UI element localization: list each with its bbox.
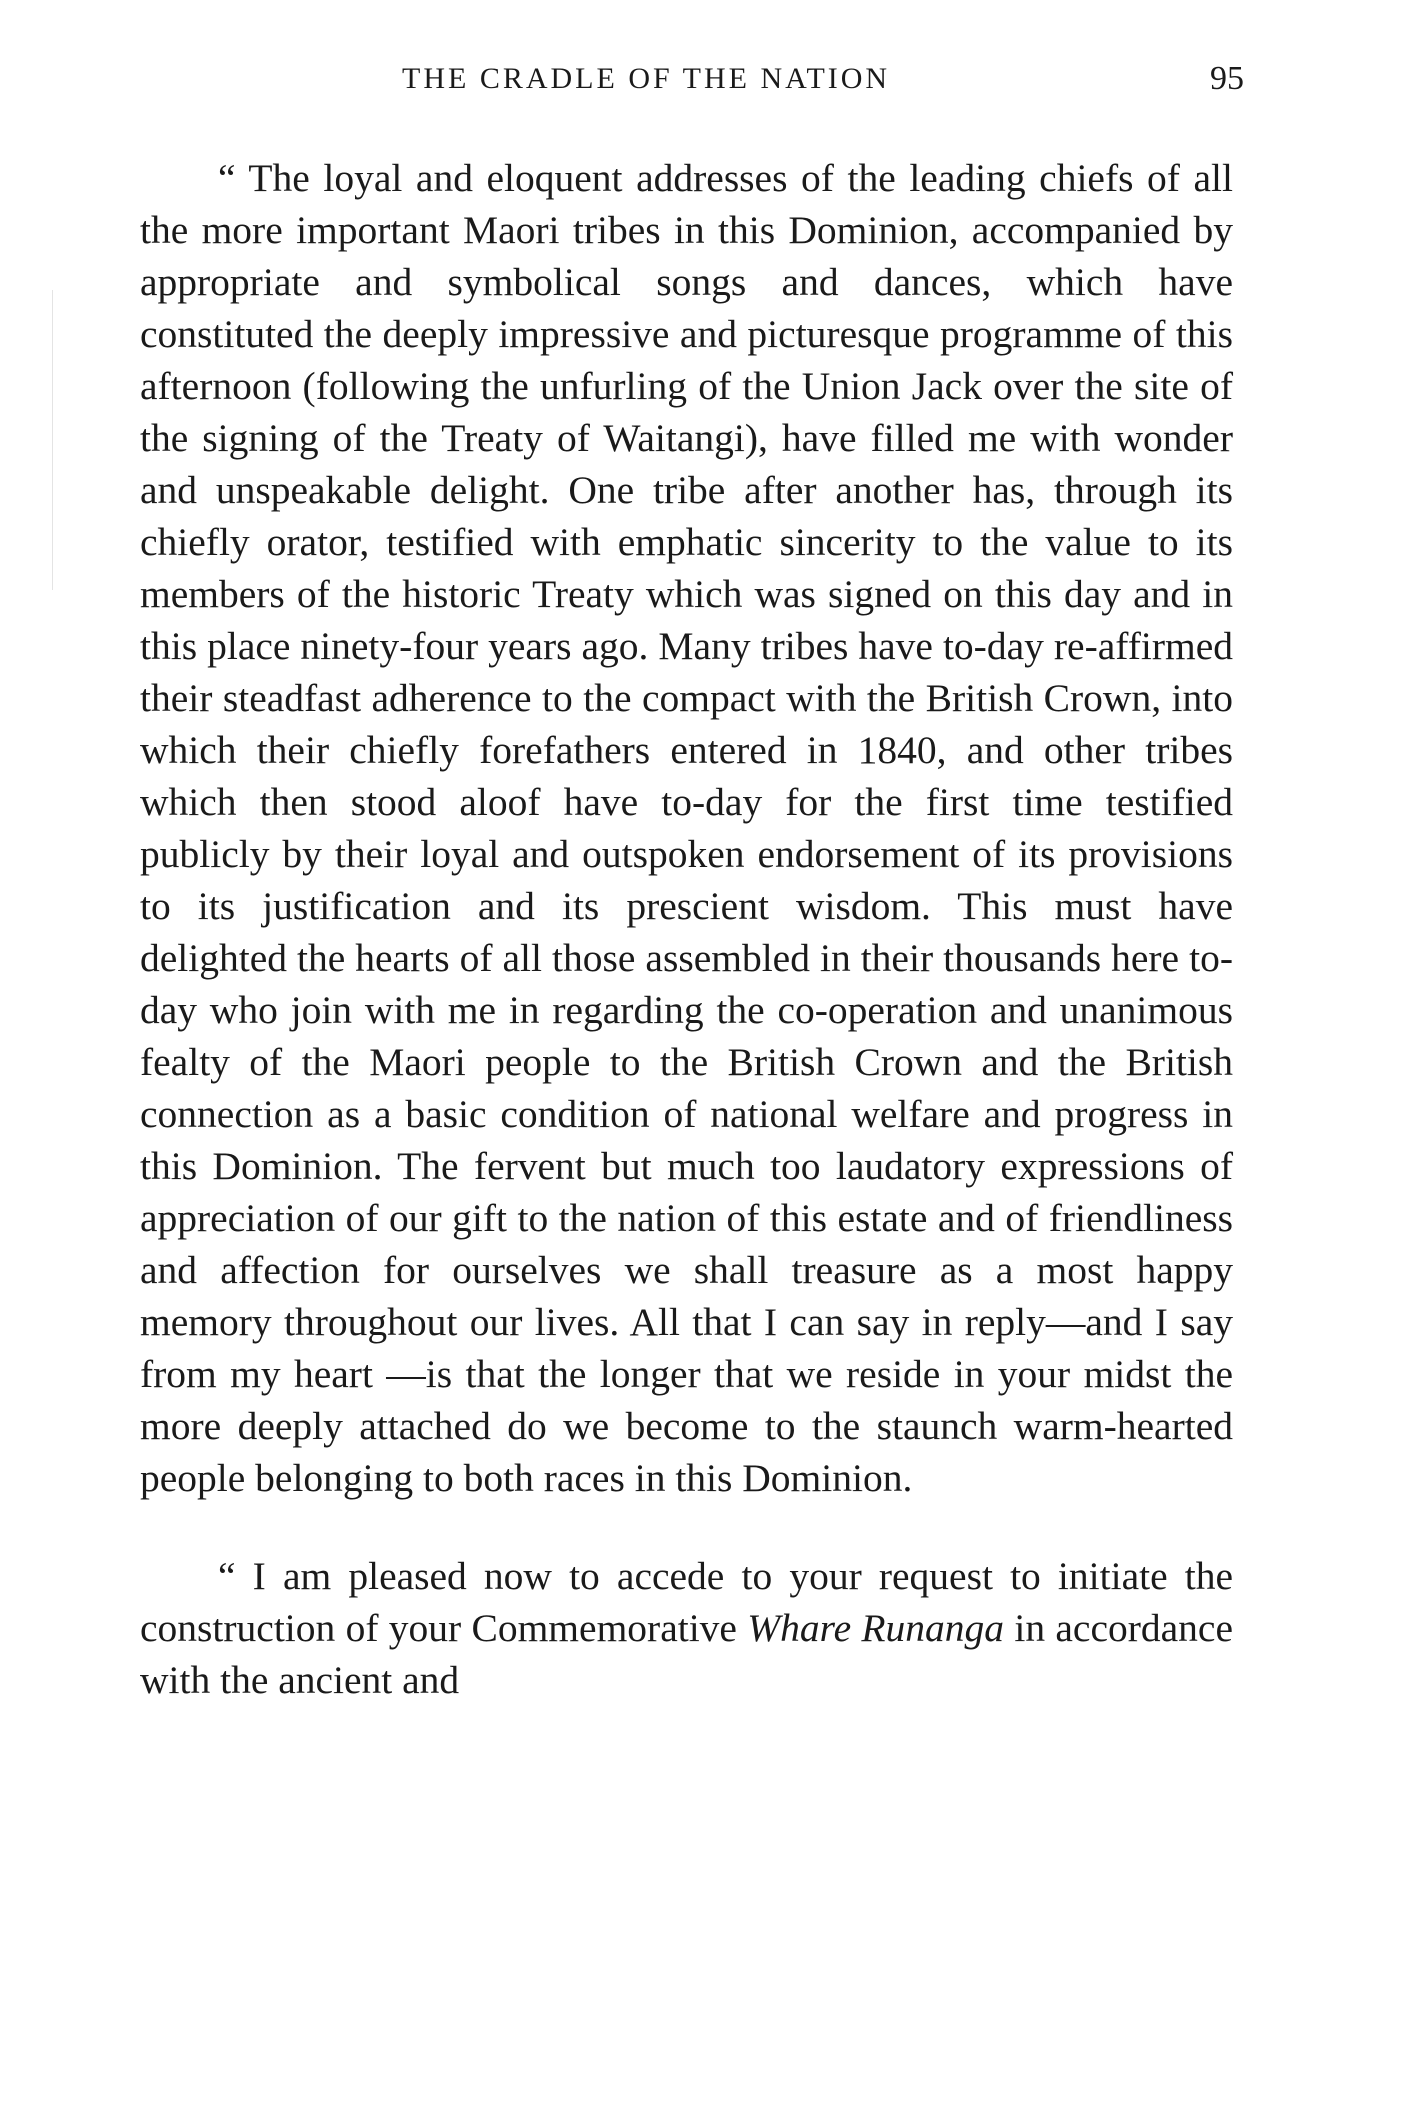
paragraph <box>140 152 1233 1504</box>
page-number: 95 <box>1210 60 1244 97</box>
gutter-line <box>52 290 53 590</box>
paragraph-text: in accordance with the ancient and <box>140 1606 1233 1702</box>
running-head <box>140 54 1244 104</box>
running-title: THE CRADLE OF THE NATION <box>402 62 891 95</box>
paragraph <box>140 1550 1233 1706</box>
body-text <box>140 152 1233 1706</box>
italic-term: Whare Runanga <box>747 1606 1005 1650</box>
paragraph-text: “ I am pleased now to accede to your request to initiate the construction of your Commemorative <box>140 1554 1233 1650</box>
paragraph-text: “ The loyal and eloquent addresses of the leading chiefs of all the more important Maori tribes in this Dominion, accompanied by appropriate and symbolical songs and dances, which have constituted the deeply impressive and picturesque programme of this afternoon (following the unfurling of the Union Jack over the site of the signing of the Treaty of Waitangi), have filled me with wonder and unspeakable delight. One tribe after another has, through its chiefly orator, testified with emphatic sincerity to the value to its members of the historic Treaty which was signed on this day and in this place ninety-four years ago. Many tribes have to-day re-affirmed their steadfast adherence to the compact with the British Crown, into which their chiefly forefathers entered in 1840, and other tribes which then stood aloof have to-day for the first time testified publicly by their loyal and outspoken endorsement of its provisions to its justification and its prescient wisdom. This must have delighted the hearts of all those assembled in their thousands here to-day who join with me in regarding the co-operation and unanimous fealty of the Maori people to the British Crown and the British connection as a basic condition of national welfare and progress in this Dominion. The fervent but much too laudatory expressions of appreciation of our gift to the nation of this estate and of friendliness and affection for ourselves we shall treasure as a most happy memory throughout our lives. All that I can say in reply—and I say from my heart —is that the longer that we reside in your midst the more deeply attached do we become to the staunch warm-hearted people belonging to both races in this Dominion. <box>140 156 1233 1500</box>
